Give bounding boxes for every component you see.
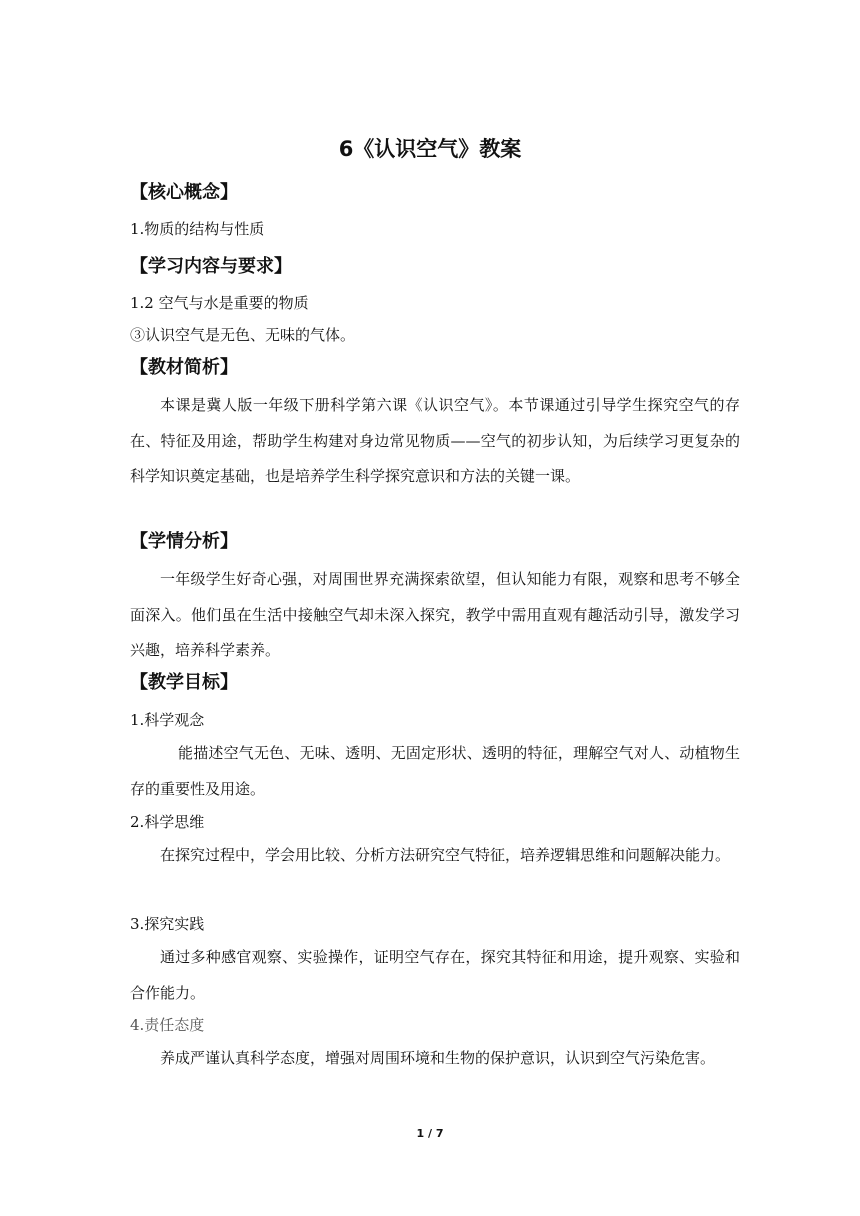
student-analysis-text: 一年级学生好奇心强，对周围世界充满探索欲望，但认知能力有限，观察和思考不够全面深入。他们虽在生活中接触空气却未深入探究，教学中需用直观有趣活动引导，激发学习兴趣，培养科学素养。 [130,570,740,659]
heading-learning-content: 【学习内容与要求】 [130,256,292,277]
goal-text-2: 在探究过程中，学会用比较、分析方法研究空气特征，培养逻辑思维和问题解决能力。 [160,846,731,864]
goal-label-4: 4.责任态度 [130,1016,205,1034]
goal-text-3: 通过多种感官观察、实验操作，证明空气存在，探究其特征和用途，提升观察、实验和合作能力。 [130,948,740,1002]
heading-student-analysis: 【学情分析】 [130,531,238,552]
textbook-analysis-text: 本课是冀人版一年级下册科学第六课《认识空气》。本节课通过引导学生探究空气的存在、特征及用途，帮助学生构建对身边常见物质——空气的初步认知，为后续学习更复杂的科学知识奠定基础，也是培养学生科学探究意识和方法的关键一课。 [130,396,740,485]
document-title: 6《认识空气》教案 [338,137,522,161]
core-concept-item: 1.物质的结构与性质 [130,220,265,238]
goal-label-1: 1.科学观念 [130,711,205,729]
goal-text-1: 能描述空气无色、无味、透明、无固定形状、透明的特征，理解空气对人、动植物生存的重要性及用途。 [130,744,740,798]
page-indicator: 1 / 7 [416,1127,444,1140]
goal-label-3: 3.探究实践 [130,915,205,933]
learning-content-item-1: 1.2 空气与水是重要的物质 [130,294,309,312]
heading-teaching-goals: 【教学目标】 [130,672,238,693]
heading-core-concept: 【核心概念】 [130,182,238,203]
goal-label-2: 2.科学思维 [130,813,205,831]
heading-textbook-analysis: 【教材简析】 [130,357,238,378]
goal-text-4: 养成严谨认真科学态度，增强对周围环境和生物的保护意识，认识到空气污染危害。 [160,1049,716,1067]
learning-content-item-2: ③认识空气是无色、无味的气体。 [130,326,356,344]
